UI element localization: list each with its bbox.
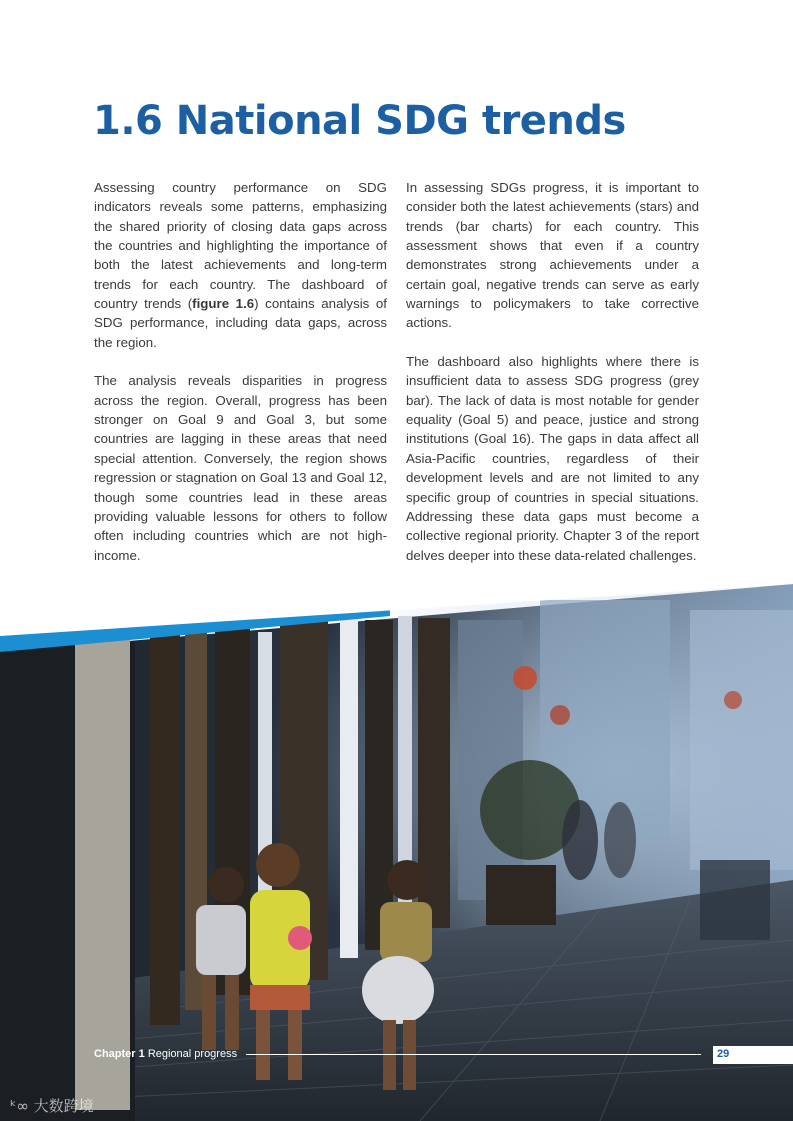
chapter-label: [94, 1048, 237, 1060]
text-column-right: [406, 178, 699, 584]
watermark-icon: ᵏ∞: [10, 1097, 34, 1115]
figure-reference: figure 1.6: [192, 296, 255, 312]
paragraph-right-1: In assessing SDGs progress, it is important to consider both the latest achievements (stars) and trends (bar charts) for each country. This assessment shows that even if a country demonstrates strong achievements under a certain goal, negative trends can serve as early warnings to policymakers to take corrective actions.: [406, 180, 699, 331]
watermark-text: 大数跨境: [33, 1097, 94, 1115]
paragraph-text: Assessing country performance on SDG indicators reveals some patterns, emphasizing the shared priority of closing data gaps across the countries and highlighting the importance of both the latest achievements and long-term trends for each country. The dashboard of country trends (: [94, 180, 387, 312]
text-column-left: [94, 178, 387, 584]
chapter-number: Chapter 1: [94, 1048, 145, 1060]
street-children-photo: [0, 580, 793, 1121]
cover-photo: [0, 580, 793, 1121]
watermark-logo: [10, 1095, 94, 1116]
paragraph-left-2: The analysis reveals disparities in progress across the region. Overall, progress has been stronger on Goal 9 and Goal 3, but some countries are lagging in these areas that need special attention. Conversely, the region shows regression or stagnation on Goal 13 and Goal 12, though some countries lead in these areas providing valuable lessons for others to follow often including countries which are not high-income.: [94, 373, 387, 563]
paragraph-right-2: The dashboard also highlights where there is insufficient data to assess SDG progress (grey bar). The lack of data is most notable for gender equality (Goal 5) and peace, justice and strong institutions (Goal 16). The gaps in data affect all Asia-Pacific countries, regardless of their development levels and are not limited to any specific group of countries in special situations. Addressing these data gaps must become a collective regional priority. Chapter 3 of the report delves deeper into these data-related challenges.: [406, 354, 699, 563]
page-footer: [94, 1046, 793, 1064]
page-number: 29: [717, 1048, 730, 1060]
page-number-box: [713, 1046, 793, 1064]
chapter-title: Regional progress: [147, 1048, 238, 1060]
paragraph-left-1: [94, 178, 387, 352]
section-title: 1.6 National SDG trends: [93, 98, 626, 144]
paragraph-text: ) contains analysis of SDG performance, including data gaps, across the region.: [94, 296, 387, 350]
footer-rule: [246, 1054, 701, 1055]
